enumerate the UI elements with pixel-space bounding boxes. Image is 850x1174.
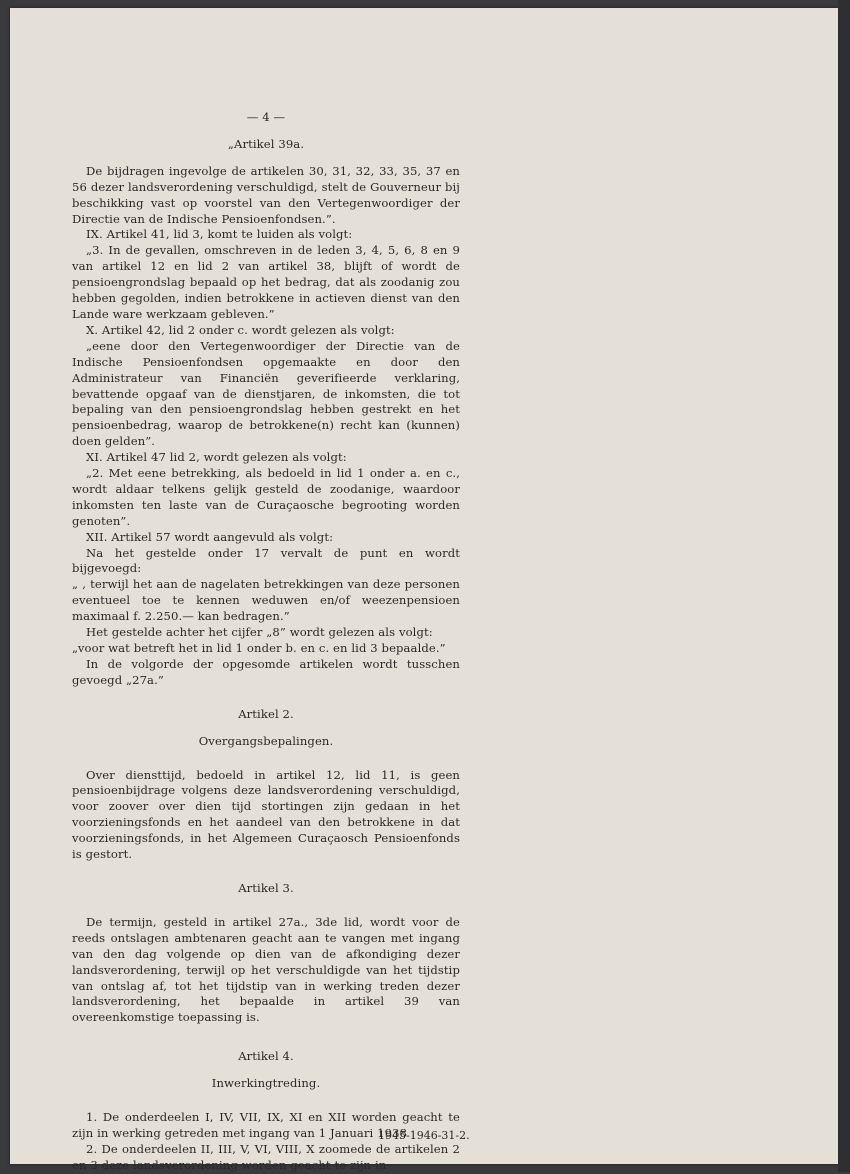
subheading-article-2: Overgangsbepalingen.: [198, 733, 334, 748]
document-body: [72, 110, 460, 1174]
paragraph: „eene door den Vertegenwoordiger der Directie van de Indische Pensioenfondsen opgemaakte en door den Administrateur van Financiën geverifieerde verklaring, bevattende opgaaf van de dienstjaren, de inkomsten, die tot bepaling van den pensioengrondslag hebben gestrekt en het pensioenbedrag, waarop de betrokkene(n) recht kan (kunnen) doen gelden”.: [72, 338, 460, 449]
paragraph: XII. Artikel 57 wordt aangevuld als volgt:: [86, 529, 334, 544]
paragraph: „ , terwijl het aan de nagelaten betrekkingen van deze personen eventueel toe te kennen weduwen en/of weezenpensioen maximaal f. 2.250.— kan bedragen.”: [72, 577, 460, 624]
footer-code: 1945-1946-31-2.: [378, 1129, 470, 1142]
paragraph: X. Artikel 42, lid 2 onder c. wordt gelezen als volgt:: [86, 322, 395, 337]
scan-edge: [838, 0, 850, 1172]
paragraph: 2. De onderdeelen II, III, V, VI, VIII, X zoomede de artikelen 2 en 3 deze landsverordening worden geacht te zijn in: [72, 1141, 460, 1172]
paragraph: Na het gestelde onder 17 vervalt de punt en wordt bijgevoegd:: [72, 545, 460, 576]
paragraph: „3. In de gevallen, omschreven in de leden 3, 4, 5, 6, 8 en 9 van artikel 12 en lid 2 van artikel 38, blijft of wordt de pensioengrondslag bepaald op het bedrag, dat als zoodanig zou hebben gegolden, indien betrokkene in actieven dienst van den Lande ware werkzaam gebleven.”: [72, 243, 460, 321]
paragraph: De termijn, gesteld in artikel 27a., 3de lid, wordt voor de reeds ontslagen ambtenaren geacht aan te vangen met ingang van den dag volgende op dien van de afkondiging dezer landsverordening, terwijl op het verschuldigde van het tijdstip van ontslag af, tot het tijdstip van in werking treden dezer landsverordening, het bepaalde in artikel 39 van overeenkomstige toepassing is.: [72, 914, 460, 1025]
paragraph: IX. Artikel 41, lid 3, komt te luiden als volgt:: [86, 227, 353, 242]
paragraph: De bijdragen ingevolge de artikelen 30, 31, 32, 33, 35, 37 en 56 dezer landsverordening verschuldigd, stelt de Gouverneur bij beschikking vast op voorstel van den Vertegenwoordiger der Directie van de Indische Pensioenfondsen.”.: [72, 163, 460, 226]
heading-article-2: Artikel 2.: [238, 706, 294, 721]
paragraph: 1. De onderdeelen I, IV, VII, IX, XI en XII worden geacht te zijn in werking getreden met ingang van 1 Januari 1938: [72, 1110, 460, 1140]
paragraph: „voor wat betreft het in lid 1 onder b. en c. en lid 3 bepaalde.”: [72, 641, 446, 655]
heading-article-39a: „Artikel 39a.: [227, 136, 305, 151]
heading-article-4: Artikel 4.: [238, 1049, 294, 1064]
paragraph: „2. Met eene betrekking, als bedoeld in lid 1 onder a. en c., wordt aldaar telkens gelijk gesteld de zoodanige, waardoor inkomsten ten laste van de Curaçaosche begrooting worden genoten”.: [72, 466, 460, 528]
paragraph: In de volgorde der opgesomde artikelen wordt tusschen gevoegd „27a.”: [72, 656, 460, 687]
subheading-article-4: Inwerkingtreding.: [211, 1076, 321, 1091]
heading-article-3: Artikel 3.: [238, 880, 294, 895]
paragraph: Het gestelde achter het cijfer „8” wordt gelezen als volgt:: [86, 625, 433, 640]
paragraph: Over diensttijd, bedoeld in artikel 12, lid 11, is geen pensioenbijdrage volgens deze landsverordening verschuldigd, voor zoover over dien tijd stortingen zijn gedaan in het voorzieningsfonds en het aandeel van den betrokkene in dat voorzieningsfonds, in het Algemeen Curaçaosch Pensioenfonds is gestort.: [72, 767, 460, 862]
paragraph: XI. Artikel 47 lid 2, wordt gelezen als volgt:: [86, 450, 347, 465]
page-number: — 4 —: [246, 110, 286, 124]
